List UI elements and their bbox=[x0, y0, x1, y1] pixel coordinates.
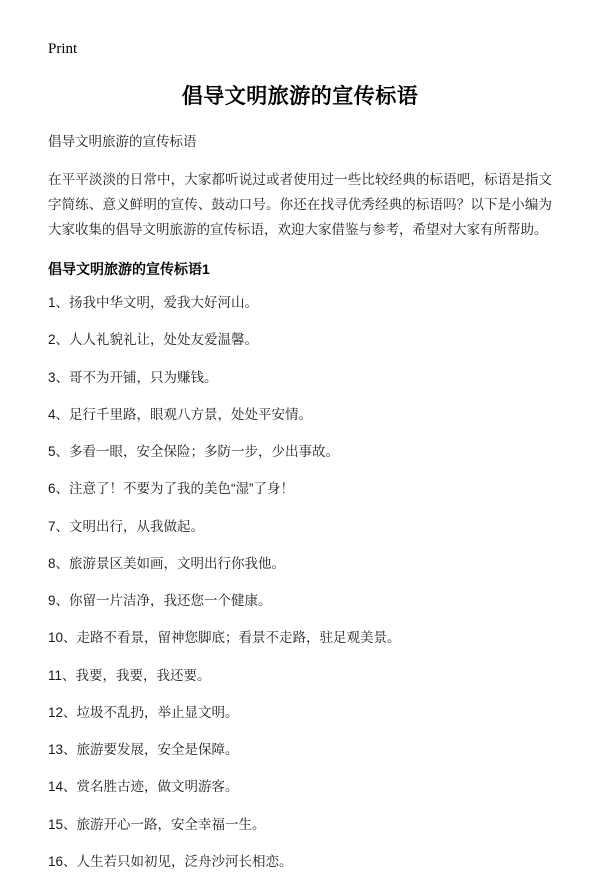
page-title: 倡导文明旅游的宣传标语 bbox=[181, 85, 419, 108]
list-item: 14、赏名胜古迹，做文明游客。 bbox=[48, 779, 239, 795]
print-button[interactable]: Print bbox=[48, 41, 78, 57]
list-item: 8、旅游景区美如画，文明出行你我他。 bbox=[48, 555, 286, 571]
list-item: 13、旅游要发展，安全是保障。 bbox=[48, 742, 239, 758]
list-item: 6、注意了！不要为了我的美色“湿”了身！ bbox=[48, 481, 294, 497]
list-item: 9、你留一片洁净，我还您一个健康。 bbox=[48, 593, 272, 609]
list-item: 15、旅游开心一路，安全幸福一生。 bbox=[48, 816, 266, 832]
document-subtitle: 倡导文明旅游的宣传标语 bbox=[48, 134, 197, 149]
list-item: 16、人生若只如初见，泛舟沙河长相恋。 bbox=[48, 853, 293, 869]
document-intro-paragraph: 在平平淡淡的日常中，大家都听说过或者使用过一些比较经典的标语吧，标语是指文字简练、意义鲜明的宣传、鼓动口号。你还在找寻优秀经典的标语吗？以下是小编为大家收集的倡导文明旅游的宣传标语，欢迎大家借鉴与参考，希望对大家有所帮助。 bbox=[48, 172, 552, 238]
section-heading: 倡导文明旅游的宣传标语1 bbox=[48, 261, 210, 278]
list-item: 4、足行千里路，眼观八方景，处处平安情。 bbox=[48, 406, 313, 422]
list-item: 2、人人礼貌礼让，处处友爱温馨。 bbox=[48, 332, 259, 348]
list-item: 7、文明出行，从我做起。 bbox=[48, 518, 205, 534]
list-item: 12、垃圾不乱扔，举止显文明。 bbox=[48, 704, 239, 720]
list-item: 1、扬我中华文明，爱我大好河山。 bbox=[48, 295, 259, 311]
slogan-list bbox=[44, 293, 556, 872]
list-item: 3、哥不为开铺，只为赚钱。 bbox=[48, 369, 218, 385]
list-item: 10、走路不看景，留神您脚底；看景不走路，驻足观美景。 bbox=[48, 630, 401, 646]
list-item: 5、多看一眼，安全保险；多防一步，少出事故。 bbox=[48, 444, 340, 460]
list-item: 11、我要，我要，我还要。 bbox=[48, 667, 211, 683]
